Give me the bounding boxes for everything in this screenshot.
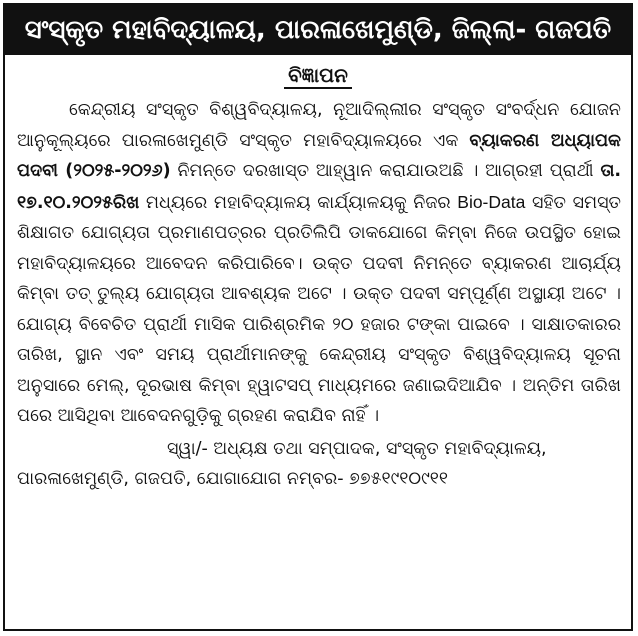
biodata-term: Bio-Data bbox=[457, 191, 526, 212]
signature-line-2: ପାରଳାଖେମୁଣ୍ଡି, ଗଜପତି, ଯୋଗାଯୋଗ ନମ୍ବର- ୭୭୫୧୯୧୦୯୧୧ bbox=[17, 468, 449, 489]
deadline-date: ତା. ୧୭.୧୦.୨୦୨୫ରିଖ bbox=[17, 161, 622, 213]
advertisement-notice bbox=[3, 3, 633, 631]
body-part-1: କେନ୍ଦ୍ରୀୟ ସଂସ୍କୃତ ବିଶ୍ୱବିଦ୍ୟାଳୟ, ନୂଆଦିଲ୍ଲୀର ସଂସ୍କୃତ ସଂବର୍ଦ୍ଧନ ଯୋଜନ ଆନୁକୂଲ୍ୟରେ ପାରଳାଖେମୁଣ୍ଡି ସଂସ୍କୃତ ମହାବିଦ୍ୟାଳୟରେ ଏକ bbox=[17, 100, 621, 151]
signature-line-1: ସ୍ୱା/- ଅଧ୍ୟକ୍ଷ ତଥା ସମ୍ପାଦକ, ସଂସ୍କୃତ ମହାବିଦ୍ୟାଳୟ, bbox=[167, 438, 547, 459]
post-name: ବ୍ୟାକରଣ ଅଧ୍ୟାପକ ପଦବୀ (୨୦୨୫-୨୦୨୬) bbox=[17, 130, 621, 181]
notice-title-row bbox=[5, 63, 631, 91]
notice-title: ବିଜ୍ଞାପନ bbox=[284, 63, 352, 89]
body-part-3: ମଧ୍ୟରେ ମହାବିଦ୍ୟାଳୟ କାର୍ଯ୍ୟାଳୟକୁ ନିଜର bbox=[139, 192, 458, 213]
signature-block bbox=[17, 434, 619, 494]
body-part-4: ସହିତ ସମସ୍ତ ଶିକ୍ଷାଗତ ଯୋଗ୍ୟତା ପ୍ରମାଣପତ୍ରର ପ୍ରତିଲିପି ଡାକଯୋଗେ କିମ୍ବା ନିଜେ ଉପସ୍ଥିତ ହୋଇ ମହାବିଦ୍ୟାଳୟରେ ଆବେଦନ କରିପାରିବେ। ଉକ୍ତ ପଦବୀ ନିମନ୍ତେ ବ୍ୟାକରଣ ଆଚାର୍ଯ୍ୟ କିମ୍ବା ତତ୍ ତୁଲ୍ୟ ଯୋଗ୍ୟତା ଆବଶ୍ୟକ ଅଟେ । ଉକ୍ତ ପଦବୀ ସମ୍ପୂର୍ଣ୍ଣ ଅସ୍ଥାୟୀ ଅଟେ । ଯୋଗ୍ୟ ବିବେଚିତ ପ୍ରାର୍ଥୀ ମାସିକ ପାରିଶ୍ରମିକ ୨୦ ହଜାର ଟଙ୍କା ପାଇବେ । ସାକ୍ଷାତକାରର ତାରିଖ, ସ୍ଥାନ ଏବଂ ସମୟ ପ୍ରାର୍ଥୀମାନଙ୍କୁ କେନ୍ଦ୍ରୀୟ ସଂସ୍କୃତ ବିଶ୍ୱବିଦ୍ୟାଳୟ ସୂଚନା ଅନୁସାରେ ମେଲ୍, ଦୂରଭାଷ କିମ୍ବା ହ୍ୱାଟସପ୍ ମାଧ୍ୟମରେ ଜଣାଇଦିଆଯିବ । ଅନ୍ତିମ ତାରିଖ ପରେ ଆସିଥିବା ଆବେଦନଗୁଡ଼ିକୁ ଗ୍ରହଣ କରାଯିବ ନାହିଁ । bbox=[17, 192, 621, 426]
body-part-2: ନିମନ୍ତେ ଦରଖାସ୍ତ ଆହ୍ୱାନ କରାଯାଉଅଛି । ଆଗ୍ରହୀ ପ୍ରାର୍ଥୀ bbox=[170, 161, 601, 181]
institution-header bbox=[5, 5, 631, 55]
institution-name: ସଂସ୍କୃତ ମହାବିଦ୍ୟାଳୟ, ପାରଳାଖେମୁଣ୍ଡି, ଜିଲ୍ଲା- ଗଜପତି bbox=[24, 14, 612, 45]
notice-body bbox=[17, 95, 621, 432]
